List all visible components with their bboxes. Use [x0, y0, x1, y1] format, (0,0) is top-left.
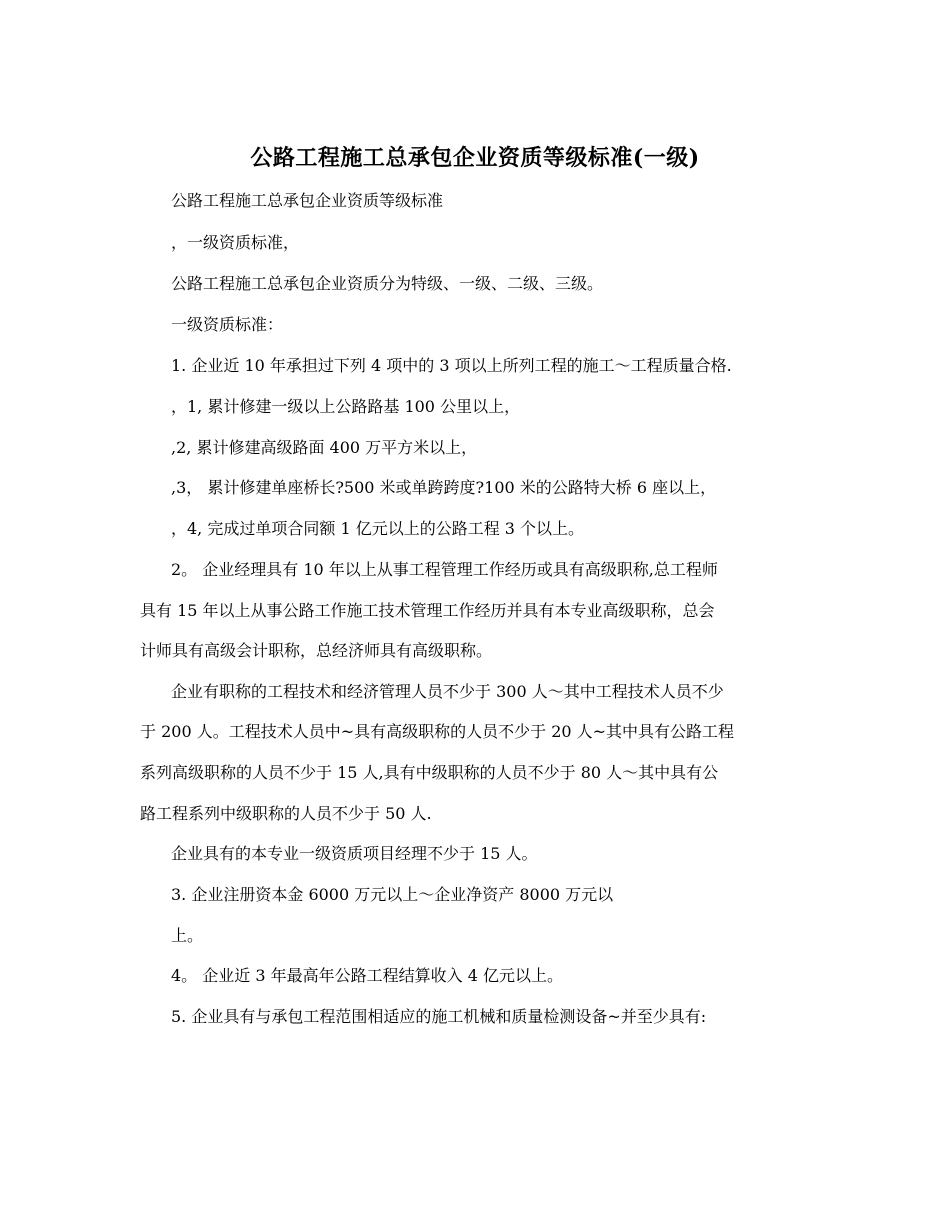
paragraph-line: 具有 15 年以上从事公路工作施工技术管理工作经历并具有本专业高级职称，总会: [140, 601, 715, 620]
paragraph-line: 上。: [171, 926, 204, 945]
paragraph-line: 1. 企业近 10 年承担过下列 4 项中的 3 项以上所列工程的施工～工程质量合格.: [171, 356, 732, 375]
paragraph-line: 公路工程施工总承包企业资质等级标准: [171, 191, 444, 210]
paragraph-line: 2。 企业经理具有 10 年以上从事工程管理工作经历或具有高级职称,总工程师: [171, 560, 718, 579]
paragraph-line: 4。 企业近 3 年最高年公路工程结算收入 4 亿元以上。: [171, 966, 563, 985]
paragraph-line: 路工程系列中级职称的人员不少于 50 人.: [140, 804, 432, 823]
paragraph-line: ，1, 累计修建一级以上公路路基 100 公里以上，: [171, 397, 521, 416]
paragraph-line: 系列高级职称的人员不少于 15 人,具有中级职称的人员不少于 80 人～其中具有公: [140, 763, 719, 782]
paragraph-line: 企业有职称的工程技术和经济管理人员不少于 300 人～其中工程技术人员不少: [171, 682, 724, 701]
paragraph-line: ，4, 完成过单项合同额 1 亿元以上的公路工程 3 个以上。: [171, 519, 585, 538]
paragraph-line: 5. 企业具有与承包工程范围相适应的施工机械和质量检测设备~并至少具有:: [171, 1007, 707, 1026]
paragraph-line: 计师具有高级会计职称，总经济师具有高级职称。: [140, 641, 493, 660]
paragraph-line: ，一级资质标准，: [171, 233, 300, 252]
paragraph-line: 公路工程施工总承包企业资质分为特级、一级、二级、三级。: [171, 274, 604, 293]
paragraph-line: 3. 企业注册资本金 6000 万元以上～企业净资产 8000 万元以: [171, 885, 614, 904]
paragraph-line: ,2, 累计修建高级路面 400 万平方米以上，: [171, 438, 478, 457]
paragraph-line: 于 200 人。工程技术人员中~具有高级职称的人员不少于 20 人~其中具有公路工程: [140, 722, 735, 741]
paragraph-line: ,3， 累计修建单座桥长?500 米或单跨跨度?100 米的公路特大桥 6 座以上，: [171, 478, 717, 497]
paragraph-line: 企业具有的本专业一级资质项目经理不少于 15 人。: [171, 844, 538, 863]
document-title: 公路工程施工总承包企业资质等级标准(一级): [250, 145, 700, 171]
paragraph-line: 一级资质标准：: [171, 315, 284, 334]
